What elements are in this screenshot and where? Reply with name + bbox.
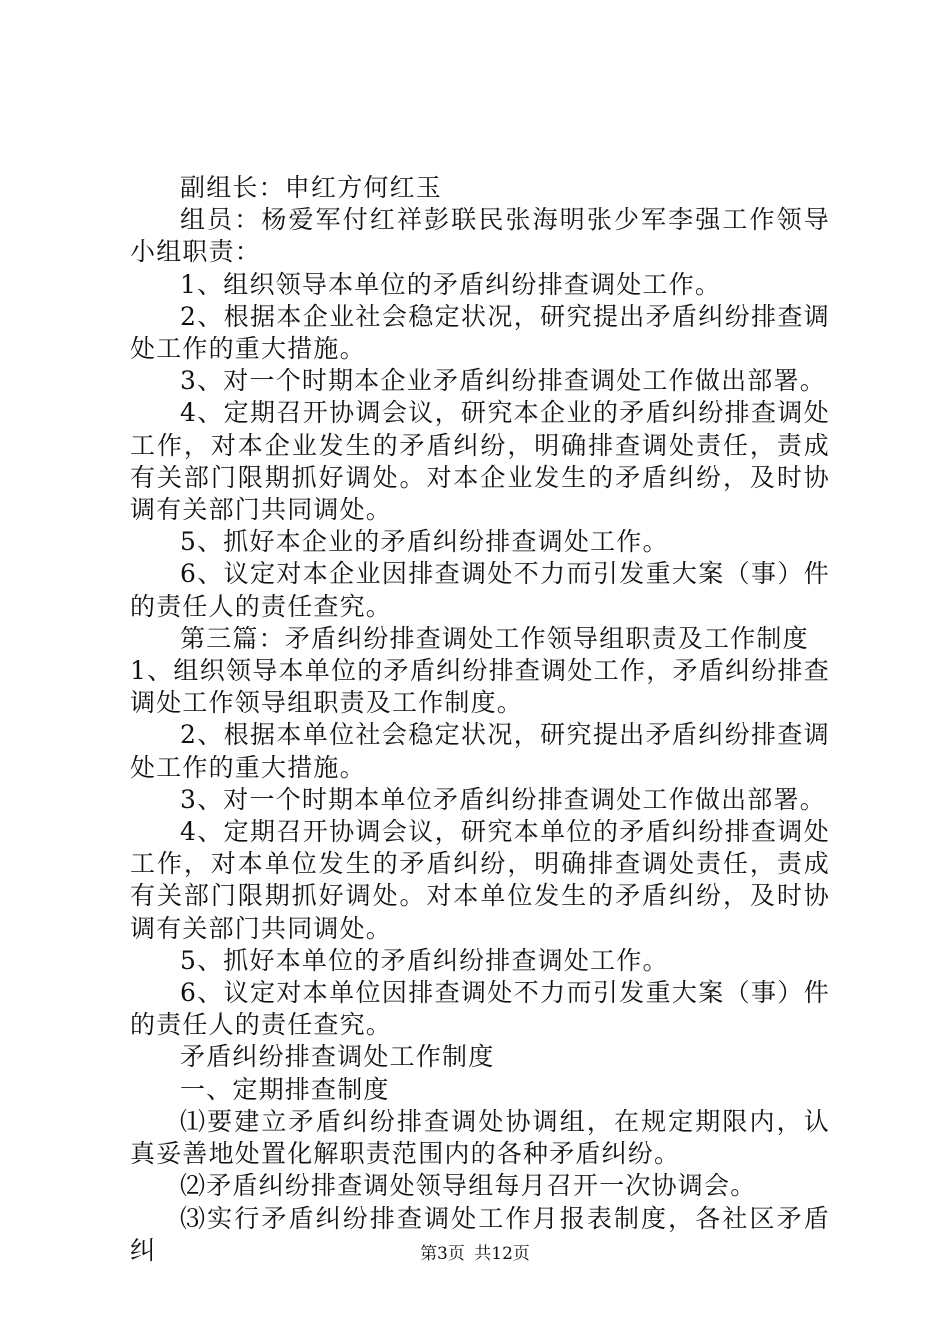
paragraph-unit-duty-6: 6、议定对本单位因排查调处不力而引发重大案（事）件的责任人的责任查究。	[130, 978, 830, 1040]
section-heading-part-three: 第三篇：矛盾纠纷排查调处工作领导组职责及工作制度	[180, 623, 809, 653]
paragraph-members: 组员：杨爱军付红祥彭联民张海明张少军李强工作领导小组职责：	[130, 205, 830, 267]
paragraph-unit-duty-4: 4、定期召开协调会议，研究本单位的矛盾纠纷排查调处工作，对本单位发生的矛盾纠纷，明确排查调处责任，责成有关部门限期抓好调处。对本单位发生的矛盾纠纷，及时协调有关部门共同调处。	[130, 817, 830, 943]
paragraph-duty-1: 1、组织领导本单位的矛盾纠纷排查调处工作。	[180, 269, 722, 299]
heading-work-system: 矛盾纠纷排查调处工作制度	[180, 1042, 495, 1072]
paragraph-unit-duty-5: 5、抓好本单位的矛盾纠纷排查调处工作。	[180, 945, 669, 975]
paragraph-duty-3: 3、对一个时期本企业矛盾纠纷排查调处工作做出部署。	[180, 366, 826, 396]
paragraph-duty-6: 6、议定对本企业因排查调处不力而引发重大案（事）件的责任人的责任查究。	[130, 559, 830, 621]
total-pages: 共12页	[474, 1244, 530, 1264]
paragraph-deputy-leaders: 副组长：申红方何红玉	[180, 173, 443, 202]
paragraph-rule-2: ⑵矛盾纠纷排查调处领导组每月召开一次协调会。	[180, 1171, 757, 1201]
heading-regular-check-system: 一、定期排查制度	[180, 1074, 390, 1104]
paragraph-duty-2: 2、根据本企业社会稳定状况，研究提出矛盾纠纷排查调处工作的重大措施。	[130, 301, 830, 364]
paragraph-duty-4: 4、定期召开协调会议，研究本企业的矛盾纠纷排查调处工作，对本企业发生的矛盾纠纷，明确排查调处责任，责成有关部门限期抓好调处。对本企业发生的矛盾纠纷，及时协调有关部门共同调处。	[130, 398, 830, 525]
page-number: 第3页	[420, 1244, 465, 1264]
paragraph-unit-duty-3: 3、对一个时期本单位矛盾纠纷排查调处工作做出部署。	[180, 784, 826, 814]
paragraph-rule-1: ⑴要建立矛盾纠纷排查调处协调组，在规定期限内，认真妥善地处置化解职责范围内的各种矛盾纠纷。	[130, 1106, 830, 1169]
paragraph-duty-5: 5、抓好本企业的矛盾纠纷排查调处工作。	[180, 527, 669, 557]
document-body	[130, 172, 830, 1267]
paragraph-unit-duty-2: 2、根据本单位社会稳定状况，研究提出矛盾纠纷排查调处工作的重大措施。	[130, 720, 830, 782]
paragraph-rule-3: ⑶实行矛盾纠纷排查调处工作月报表制度，各社区矛盾纠	[130, 1203, 830, 1265]
page-footer	[0, 1243, 950, 1265]
paragraph-unit-duty-1: 1、组织领导本单位的矛盾纠纷排查调处工作，矛盾纠纷排查调处工作领导组职责及工作制度。	[130, 656, 830, 718]
